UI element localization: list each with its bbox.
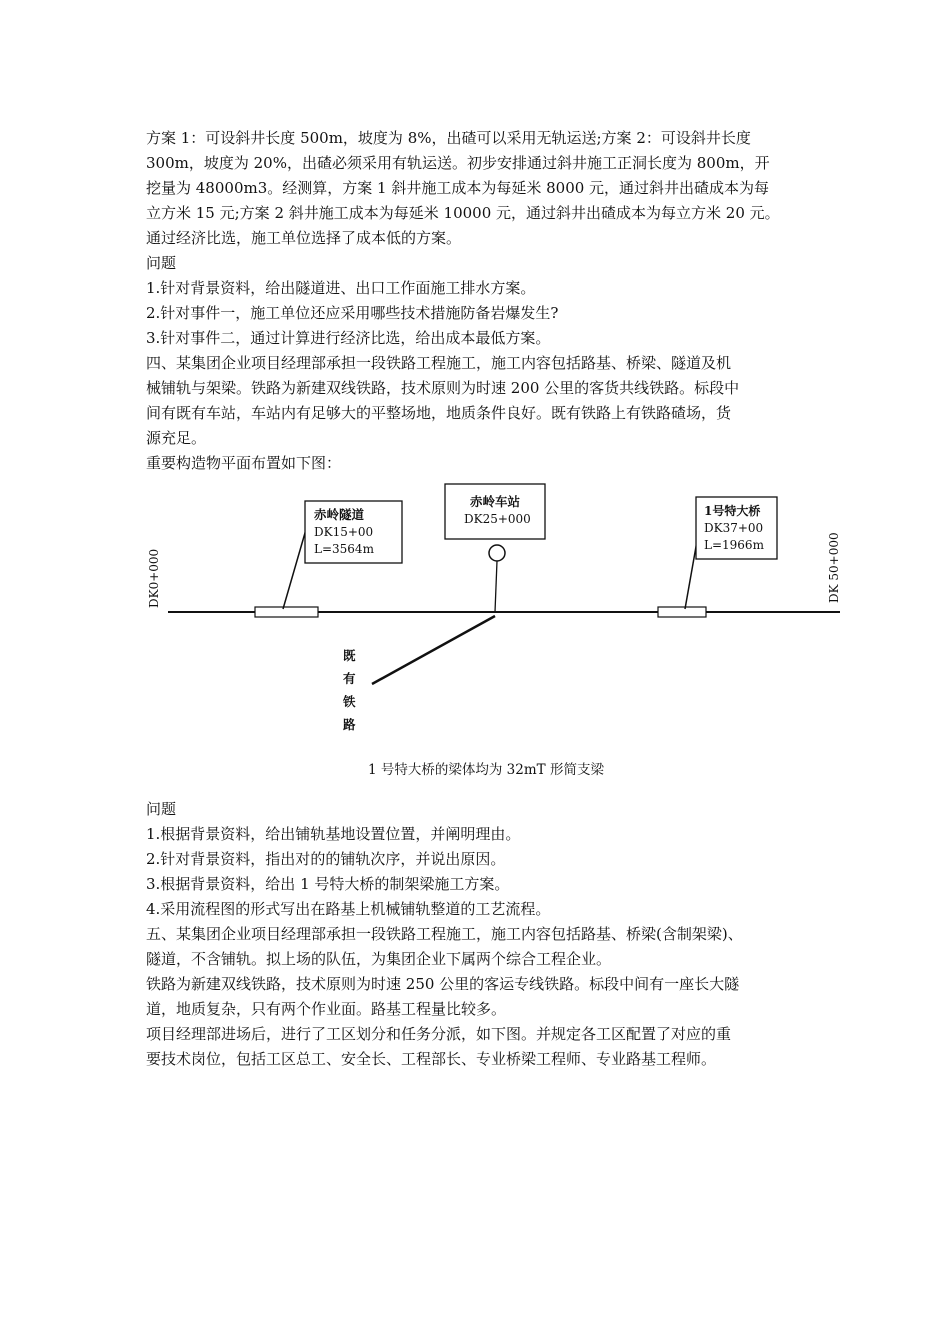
existing-railway-char: 有 xyxy=(343,671,356,686)
question-item: 1.针对背景资料，给出隧道进、出口工作面施工排水方案。 xyxy=(146,279,536,297)
text-line: 五、某集团企业项目经理部承担一段铁路工程施工，施工内容包括路基、桥梁(含制架梁)、 xyxy=(146,925,743,943)
text-line: 四、某集团企业项目经理部承担一段铁路工程施工，施工内容包括路基、桥梁、隧道及机 xyxy=(146,354,732,372)
station-leader-line xyxy=(495,561,497,612)
text-line: 道，地质复杂，只有两个作业面。路基工程量比较多。 xyxy=(146,1000,507,1018)
text-line: 隧道，不含铺轨。拟上场的队伍，为集团企业下属两个综合工程企业。 xyxy=(146,950,612,968)
question-item: 3.针对事件二，通过计算进行经济比选，给出成本最低方案。 xyxy=(146,329,551,347)
text-line: 方案 1：可设斜井长度 500m，坡度为 8%，出碴可以采用无轨运送;方案 2：可设斜井长度 xyxy=(146,129,751,147)
bridge-marker xyxy=(658,607,706,617)
layout-diagram xyxy=(140,478,860,783)
text-line: 通过经济比选，施工单位选择了成本低的方案。 xyxy=(146,229,462,247)
bridge-name: 1号特大桥 xyxy=(704,504,761,518)
question-item: 2.针对事件一，施工单位还应采用哪些技术措施防备岩爆发生? xyxy=(146,304,559,322)
existing-railway-line xyxy=(372,616,495,684)
tunnel-leader-line xyxy=(283,526,307,609)
existing-railway-char: 既 xyxy=(343,648,356,663)
question-item: 2.针对背景资料，指出对的的铺轨次序，并说出原因。 xyxy=(146,850,506,868)
question-item: 3.根据背景资料，给出 1 号特大桥的制架梁施工方案。 xyxy=(146,875,510,893)
diagram-caption: 1 号特大桥的梁体均为 32mT 形简支梁 xyxy=(368,762,604,778)
end-chainage-label: DK 50+000 xyxy=(827,532,841,603)
text-line: 挖量为 48000m3。经测算，方案 1 斜井施工成本为每延米 8000 元，通过斜井出碴成本为每 xyxy=(146,179,770,197)
tunnel-marker xyxy=(255,607,318,617)
text-line: 铁路为新建双线铁路，技术原则为时速 250 公里的客运专线铁路。标段中间有一座长大隧 xyxy=(146,975,740,993)
bridge-length: L=1966m xyxy=(704,538,764,552)
text-line: 300m，坡度为 20%，出碴必须采用有轨运送。初步安排通过斜井施工正洞长度为 800m，开 xyxy=(146,154,770,172)
question-heading: 问题 xyxy=(146,800,177,818)
text-line: 械铺轨与架梁。铁路为新建双线铁路，技术原则为时速 200 公里的客货共线铁路。标段中 xyxy=(146,379,740,397)
bottom-text-section xyxy=(146,797,826,1072)
text-line: 源充足。 xyxy=(146,429,207,447)
text-line: 要技术岗位，包括工区总工、安全长、工程部长、专业桥梁工程师、专业路基工程师。 xyxy=(146,1050,717,1068)
bridge-chainage: DK37+00 xyxy=(704,521,764,535)
existing-railway-char: 铁 xyxy=(343,694,356,709)
text-line: 间有既有车站，车站内有足够大的平整场地，地质条件良好。既有铁路上有铁路碴场，货 xyxy=(146,404,732,422)
text-line: 重要构造物平面布置如下图： xyxy=(146,454,342,472)
text-line: 立方米 15 元;方案 2 斜井施工成本为每延米 10000 元，通过斜井出碴成本为每立方米 20 元。 xyxy=(146,204,780,222)
question-item: 1.根据背景资料，给出铺轨基地设置位置，并阐明理由。 xyxy=(146,825,521,843)
station-symbol xyxy=(489,545,505,561)
start-chainage-label: DK0+000 xyxy=(147,548,161,608)
tunnel-length: L=3564m xyxy=(314,542,374,556)
tunnel-name: 赤岭隧道 xyxy=(314,507,365,522)
station-chainage: DK25+000 xyxy=(464,512,531,526)
text-line: 项目经理部进场后，进行了工区划分和任务分派，如下图。并规定各工区配置了对应的重 xyxy=(146,1025,732,1043)
station-name: 赤岭车站 xyxy=(470,494,521,509)
question-item: 4.采用流程图的形式写出在路基上机械铺轨整道的工艺流程。 xyxy=(146,900,551,918)
tunnel-chainage: DK15+00 xyxy=(314,525,374,539)
existing-railway-char: 路 xyxy=(343,717,356,732)
question-heading: 问题 xyxy=(146,254,177,272)
top-text-section xyxy=(146,126,826,476)
